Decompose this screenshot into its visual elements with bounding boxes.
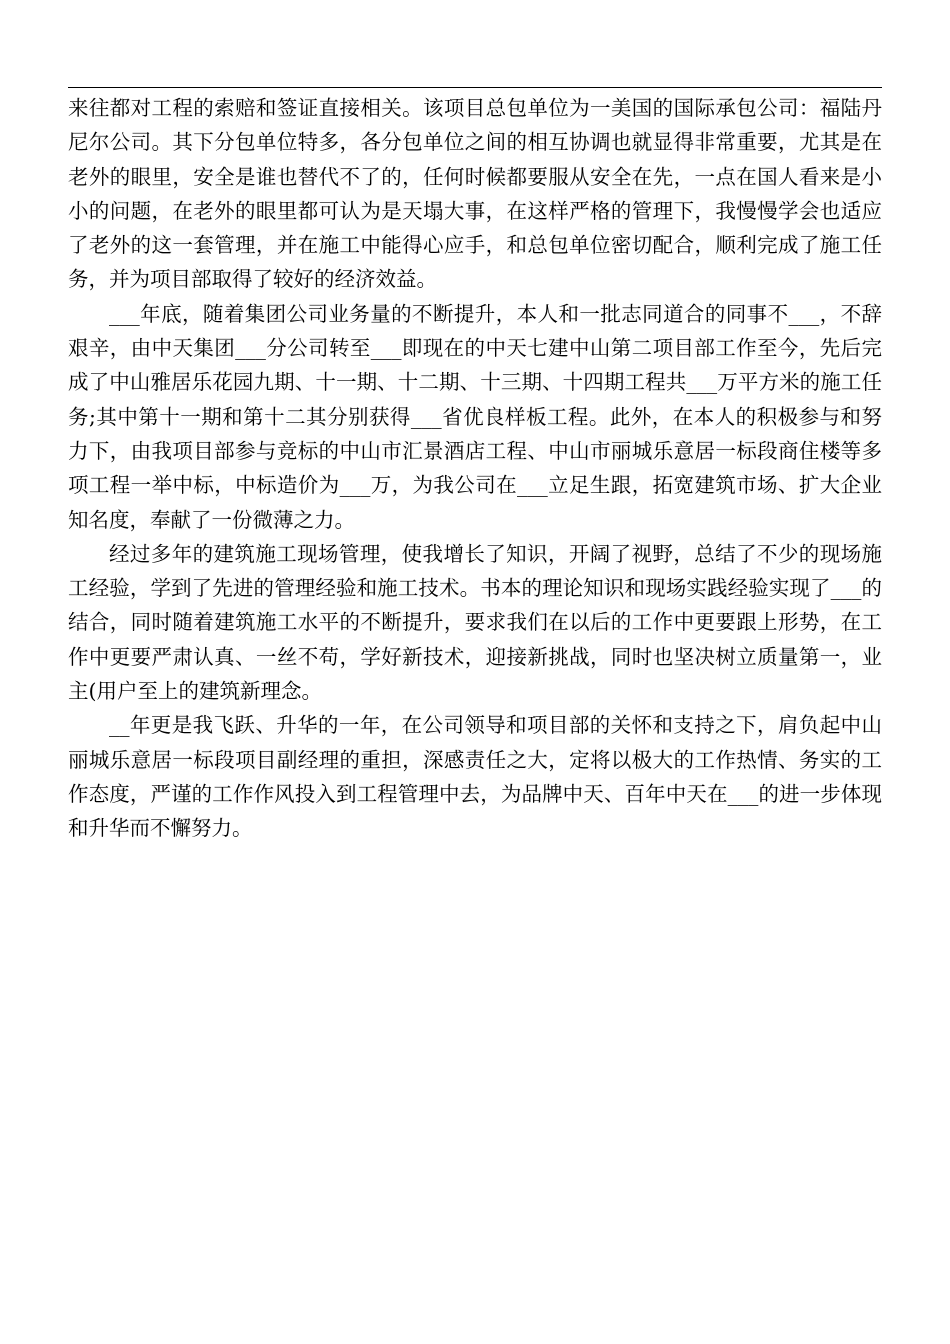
header-rule (68, 87, 882, 88)
paragraph-year-end: ___年底，随着集团公司业务量的不断提升，本人和一批志同道合的同事不___，不辞艰辛，由中天集团___分公司转至___即现在的中天七建中山第二项目部工作至今，先后完成了中山雅居乐花园九期、十一期、十二期、十三期、十四期工程共___万平方米的施工任务;其中第十一期和第十二其分别获得___省优良样板工程。此外，在本人的积极参与和努力下，由我项目部参与竞标的中山市汇景酒店工程、中山市丽城乐意居一标段商住楼等多项工程一举中标，中标造价为___万，为我公司在___立足生跟，拓宽建筑市场、扩大企业知名度，奉献了一份微薄之力。 (68, 301, 882, 532)
paragraph-experience: 经过多年的建筑施工现场管理，使我增长了知识，开阔了视野，总结了不少的现场施工经验，学到了先进的管理经验和施工技术。书本的理论知识和现场实践经验实现了___的结合，同时随着建筑施工水平的不断提升，要求我们在以后的工作中更要跟上形势，在工作中更要严肃认真、一丝不苟，学好新技术，迎接新挑战，同时也坚决树立质量第一，业主(用户至上的建筑新理念。 (68, 541, 882, 704)
paragraph-outlook: __年更是我飞跃、升华的一年，在公司领导和项目部的关怀和支持之下，肩负起中山丽城乐意居一标段项目副经理的重担，深感责任之大，定将以极大的工作热情、务实的工作态度，严谨的工作作风投入到工程管理中去，为品牌中天、百年中天在___的进一步体现和升华而不懈努力。 (68, 713, 882, 841)
document-body (68, 91, 882, 846)
paragraph-continuation: 来往都对工程的索赔和签证直接相关。该项目总包单位为一美国的国际承包公司：福陆丹尼尔公司。其下分包单位特多，各分包单位之间的相互协调也就显得非常重要，尤其是在老外的眼里，安全是谁也替代不了的，任何时候都要服从安全在先，一点在国人看来是小小的问题，在老外的眼里都可认为是天塌大事，在这样严格的管理下，我慢慢学会也适应了老外的这一套管理，并在施工中能得心应手，和总包单位密切配合，顺利完成了施工任务，并为项目部取得了较好的经济效益。 (68, 96, 882, 292)
